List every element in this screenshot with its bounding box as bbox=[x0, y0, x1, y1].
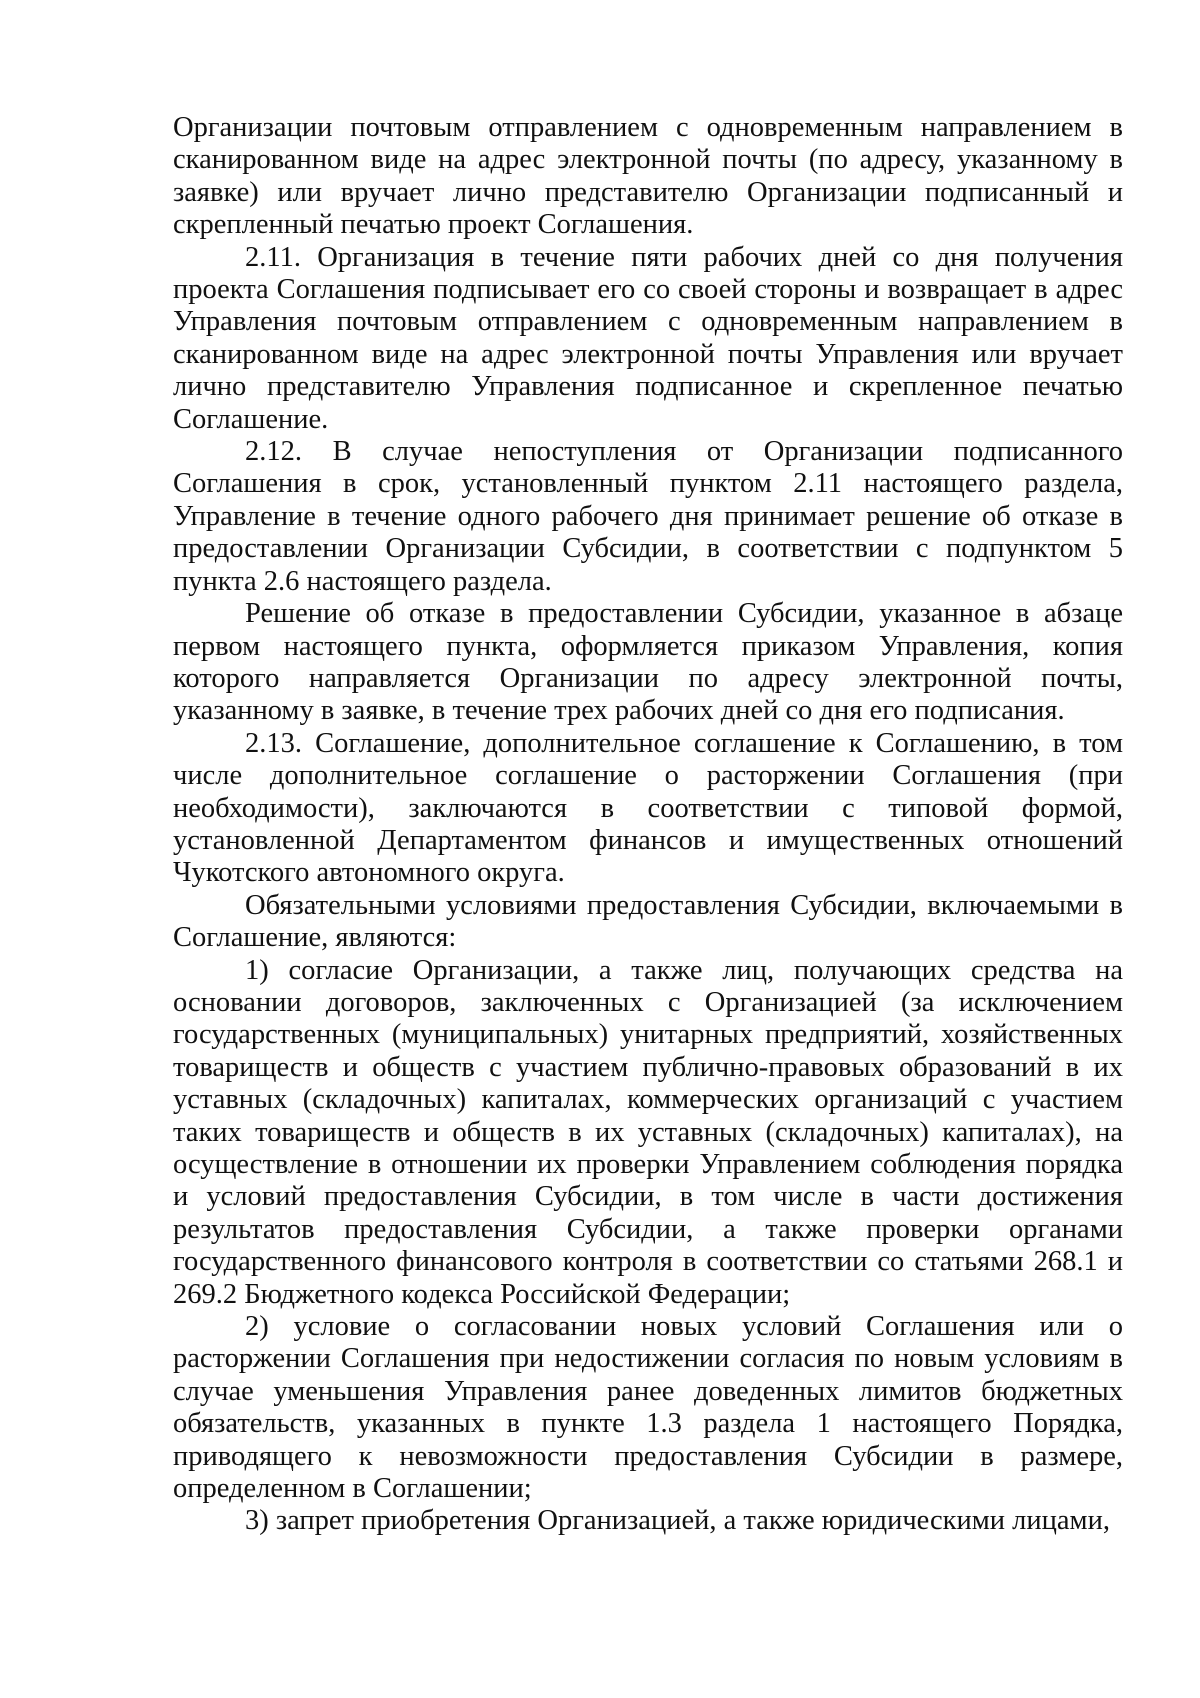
list-item-2: 2) условие о согласовании новых условий Соглашения или о расторжении Соглашения при недостижении согласия по новым условиям в случае уменьшения Управления ранее доведенных лимитов бюджетных обязательств, указанных в пункте 1.3 раздела 1 настоящего Порядка, приводящего к невозможности предоставления Субсидии в размере, определенном в Соглашении; bbox=[173, 1311, 1123, 1505]
list-item-1: 1) согласие Организации, а также лиц, получающих средства на основании договоров, заключенных с Организацией (за исключением государственных (муниципальных) унитарных предприятий, хозяйственных товариществ и обществ с участием публично-правовых образований в их уставных (складочных) капиталах, коммерческих организаций с участием таких товариществ и обществ в их уставных (складочных) капиталах), на осуществление в отношении их проверки Управлением соблюдения порядка и условий предоставления Субсидии, в том числе в части достижения результатов предоставления Субсидии, а также проверки органами государственного финансового контроля в соответствии со статьями 268.1 и 269.2 Бюджетного кодекса Российской Федерации; bbox=[173, 954, 1123, 1310]
list-item-3: 3) запрет приобретения Организацией, а также юридическими лицами, bbox=[245, 1505, 1110, 1537]
paragraph-mandatory-conditions: Обязательными условиями предоставления Субсидии, включаемыми в Соглашение, являются: bbox=[173, 889, 1123, 954]
paragraph-2-13: 2.13. Соглашение, дополнительное соглашение к Соглашению, в том числе дополнительное соглашение о расторжении Соглашения (при необходимости), заключаются в соответствии с типовой формой, установленной Департаментом финансов и имущественных отношений Чукотского автономного округа. bbox=[173, 727, 1123, 889]
paragraph-refusal-decision: Решение об отказе в предоставлении Субсидии, указанное в абзаце первом настоящего пункта, оформляется приказом Управления, копия которого направляется Организации по адресу электронной почты, указанному в заявке, в течение трех рабочих дней со дня его подписания. bbox=[173, 598, 1123, 727]
document-page bbox=[173, 112, 1123, 1538]
paragraph-2-11: 2.11. Организация в течение пяти рабочих дней со дня получения проекта Соглашения подписывает его со своей стороны и возвращает в адрес Управления почтовым отправлением с одновременным направлением в сканированном виде на адрес электронной почты Управления или вручает лично представителю Управления подписанное и скрепленное печатью Соглашение. bbox=[173, 241, 1123, 435]
paragraph-2-12: 2.12. В случае непоступления от Организации подписанного Соглашения в срок, установленный пунктом 2.11 настоящего раздела, Управление в течение одного рабочего дня принимает решение об отказе в предоставлении Организации Субсидии, в соответствии с подпунктом 5 пункта 2.6 настоящего раздела. bbox=[173, 436, 1123, 597]
paragraph-continuation: Организации почтовым отправлением с одновременным направлением в сканированном виде на адрес электронной почты (по адресу, указанному в заявке) или вручает лично представителю Организации подписанный и скрепленный печатью проект Соглашения. bbox=[173, 112, 1123, 241]
